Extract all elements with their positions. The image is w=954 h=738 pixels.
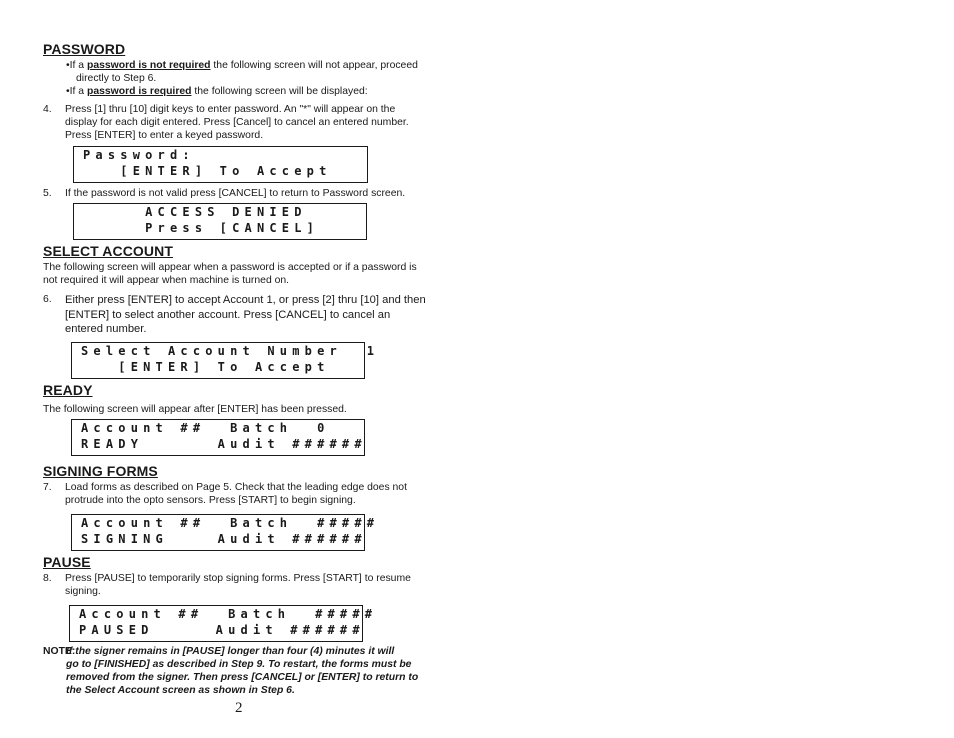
ready-intro: The following screen will appear after [ENTER] has been pressed. bbox=[43, 404, 347, 415]
step-line: Press [1] thru [10] digit keys to enter password. An "*" will appear on the bbox=[65, 104, 396, 115]
step-line: protrude into the opto sensors. Press [START] to begin signing. bbox=[65, 495, 356, 506]
intro-line: The following screen will appear when a password is accepted or if a password is bbox=[43, 262, 417, 273]
page-number: 2 bbox=[235, 700, 243, 716]
step-line: signing. bbox=[65, 586, 101, 597]
step-line: entered number. bbox=[65, 323, 147, 335]
bullet-text: the following screen will be displayed: bbox=[191, 86, 368, 97]
lcd-line-1: Account ## Batch ##### bbox=[79, 607, 378, 621]
lcd-signing-screen bbox=[71, 514, 380, 551]
lcd-access-denied-screen bbox=[73, 203, 367, 240]
step-line: Either press [ENTER] to accept Account 1, or press [2] thru [10] and then bbox=[65, 294, 426, 306]
bullet-emphasis: password is required bbox=[86, 86, 192, 97]
step-number: 6. bbox=[43, 294, 52, 305]
lcd-line-2: [ENTER] To Accept bbox=[81, 360, 330, 374]
note-line: the Select Account screen as shown in Step 6. bbox=[66, 685, 295, 696]
lcd-line-1: Account ## Batch ##### bbox=[81, 516, 380, 530]
bullet-text: •If a bbox=[66, 86, 87, 97]
bullet-text: •If a bbox=[66, 60, 87, 71]
lcd-password-screen bbox=[73, 146, 368, 183]
note-line: removed from the signer. Then press [CANCEL] or [ENTER] to return to bbox=[66, 672, 419, 683]
lcd-line-2: SIGNING Audit ###### bbox=[81, 532, 367, 546]
step-line: Load forms as described on Page 5. Check that the leading edge does not bbox=[65, 482, 407, 493]
note-block bbox=[43, 645, 453, 697]
select-account-intro bbox=[43, 261, 443, 287]
step-number: 5. bbox=[43, 188, 52, 199]
bullet-emphasis: password is not required bbox=[86, 60, 211, 71]
step-6 bbox=[43, 293, 443, 337]
step-number: 4. bbox=[43, 104, 52, 115]
lcd-line-2: PAUSED Audit ###### bbox=[79, 623, 365, 637]
lcd-ready-screen bbox=[71, 419, 365, 456]
note-label: NOTE: bbox=[43, 646, 76, 657]
note-line: If the signer remains in [PAUSE] longer than four (4) minutes it will bbox=[66, 646, 395, 657]
lcd-line-1: Password: bbox=[83, 148, 195, 162]
ready-heading: READY bbox=[43, 382, 93, 398]
note-line: go to [FINISHED] as described in Step 9. To restart, the forms must be bbox=[66, 659, 412, 670]
step-number: 7. bbox=[43, 482, 52, 493]
lcd-paused-screen bbox=[69, 605, 378, 642]
step-number: 8. bbox=[43, 573, 52, 584]
lcd-select-account-screen bbox=[71, 342, 380, 379]
lcd-line-1: Account ## Batch 0 bbox=[81, 421, 330, 435]
step-7 bbox=[43, 481, 443, 507]
bullet-password-required bbox=[66, 85, 368, 98]
bullet-text: the following screen will not appear, proceed bbox=[210, 60, 418, 71]
lcd-line-2: READY Audit ###### bbox=[81, 437, 367, 451]
lcd-line-1: ACCESS DENIED bbox=[83, 205, 307, 219]
bullet-no-password-cont: directly to Step 6. bbox=[76, 73, 157, 84]
intro-line: not required it will appear when machine is turned on. bbox=[43, 275, 290, 286]
step-line: Press [PAUSE] to temporarily stop signing forms. Press [START] to resume bbox=[65, 573, 411, 584]
step-line: [ENTER] to select another account. Press [CANCEL] to cancel an bbox=[65, 308, 391, 321]
pause-heading: PAUSE bbox=[43, 554, 91, 570]
signing-forms-heading: SIGNING FORMS bbox=[43, 463, 158, 479]
step-4 bbox=[43, 103, 443, 142]
step-line: If the password is not valid press [CANCEL] to return to Password screen. bbox=[65, 188, 406, 199]
lcd-line-1: Select Account Number 1 bbox=[81, 344, 380, 358]
lcd-line-2: Press [CANCEL] bbox=[83, 221, 320, 235]
select-account-heading: SELECT ACCOUNT bbox=[43, 243, 173, 259]
step-5 bbox=[43, 187, 453, 200]
bullet-no-password bbox=[66, 59, 418, 72]
lcd-line-2: [ENTER] To Accept bbox=[83, 164, 332, 178]
step-8 bbox=[43, 572, 443, 598]
step-line: display for each digit entered. Press [Cancel] to cancel an entered number. bbox=[65, 117, 409, 128]
password-heading: PASSWORD bbox=[43, 41, 126, 57]
step-line: Press [ENTER] to enter a keyed password. bbox=[65, 130, 264, 141]
